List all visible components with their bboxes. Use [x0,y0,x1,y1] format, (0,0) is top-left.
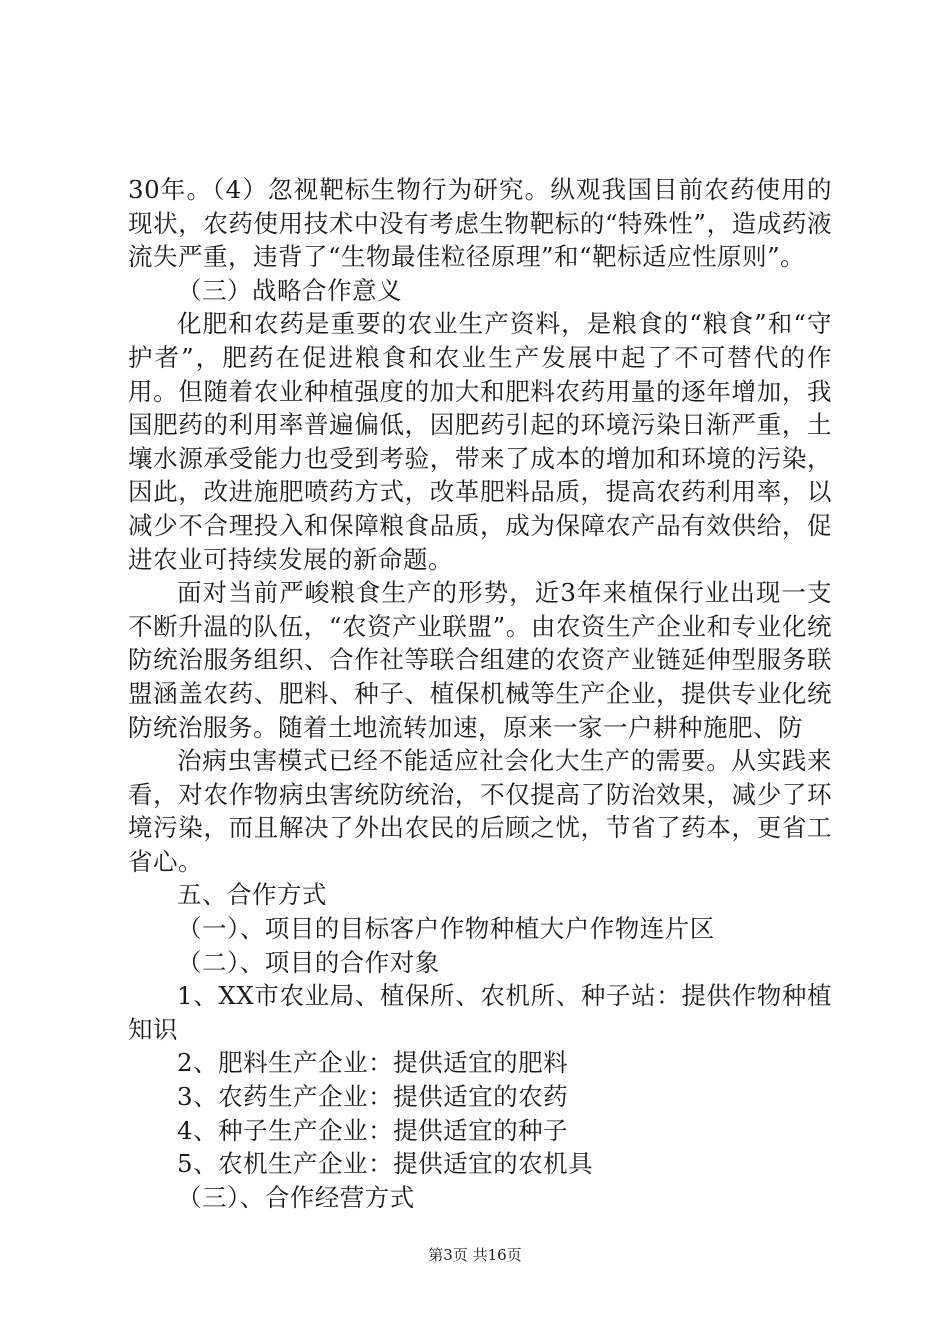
document-body [128,173,832,1214]
paragraph-4: 治病虫害模式已经不能适应社会化大生产的需要。从实践来看，对农作物病虫害统防统治，不仅提高了防治效果，减少了环境污染，而且解决了外出农民的后顾之忧，节省了药本，更省工省心。 [128,746,832,876]
subsection-target-customers: （一）、项目的目标客户作物种植大户作物连片区 [177,914,715,944]
section-heading-cooperation-mode: 五、合作方式 [177,880,327,910]
subsection-cooperation-partners: （二）、项目的合作对象 [177,947,440,977]
paragraph-2: 化肥和农药是重要的农业生产资料，是粮食的“粮食”和“守护者”，肥药在促进粮食和农业生产发展中起了不可替代的作用。但随着农业种植强度的加大和肥料农药用量的逐年增加，我国肥药的利用率普遍偏低，因肥药引起的环境污染日渐严重，土壤水源承受能力也受到考验，带来了成本的增加和环境的污染，因此，改进施肥喷药方式，改革肥料品质，提高农药利用率，以减少不合理投入和保障粮食品质，成为保障农产品有效供给，促进农业可持续发展的新命题。 [128,309,832,574]
paragraph-3: 面对当前严峻粮食生产的形势，近3年来植保行业出现一支不断升温的队伍，“农资产业联盟”。由农资生产企业和专业化统防统治服务组织、合作社等联合组建的农资产业链延伸型服务联盟涵盖农药、肥料、种子、植保机械等生产企业，提供专业化统防统治服务。随着土地流转加速，原来一家一户耕种施肥、防 [128,578,832,742]
list-item-1: 1、XX市农业局、植保所、农机所、种子站：提供作物种植知识 [128,981,832,1044]
subsection-business-mode: （三）、合作经营方式 [177,1182,415,1212]
paragraph-1: 30年。（4）忽视靶标生物行为研究。纵观我国目前农药使用的现状，农药使用技术中没有考虑生物靶标的“特殊性”，造成药液流失严重，违背了“生物最佳粒径原理”和“靶标适应性原则”。 [128,175,832,272]
list-item-4: 4、种子生产企业：提供适宜的种子 [177,1115,569,1145]
section-heading-strategic-cooperation: （三）战略合作意义 [177,275,402,305]
list-item-3: 3、农药生产企业：提供适宜的农药 [177,1082,569,1112]
list-item-2: 2、肥料生产企业：提供适宜的肥料 [177,1048,569,1078]
page-number-footer: 第3页 共16页 [428,1246,522,1264]
list-item-5: 5、农机生产企业：提供适宜的农机具 [177,1149,594,1179]
